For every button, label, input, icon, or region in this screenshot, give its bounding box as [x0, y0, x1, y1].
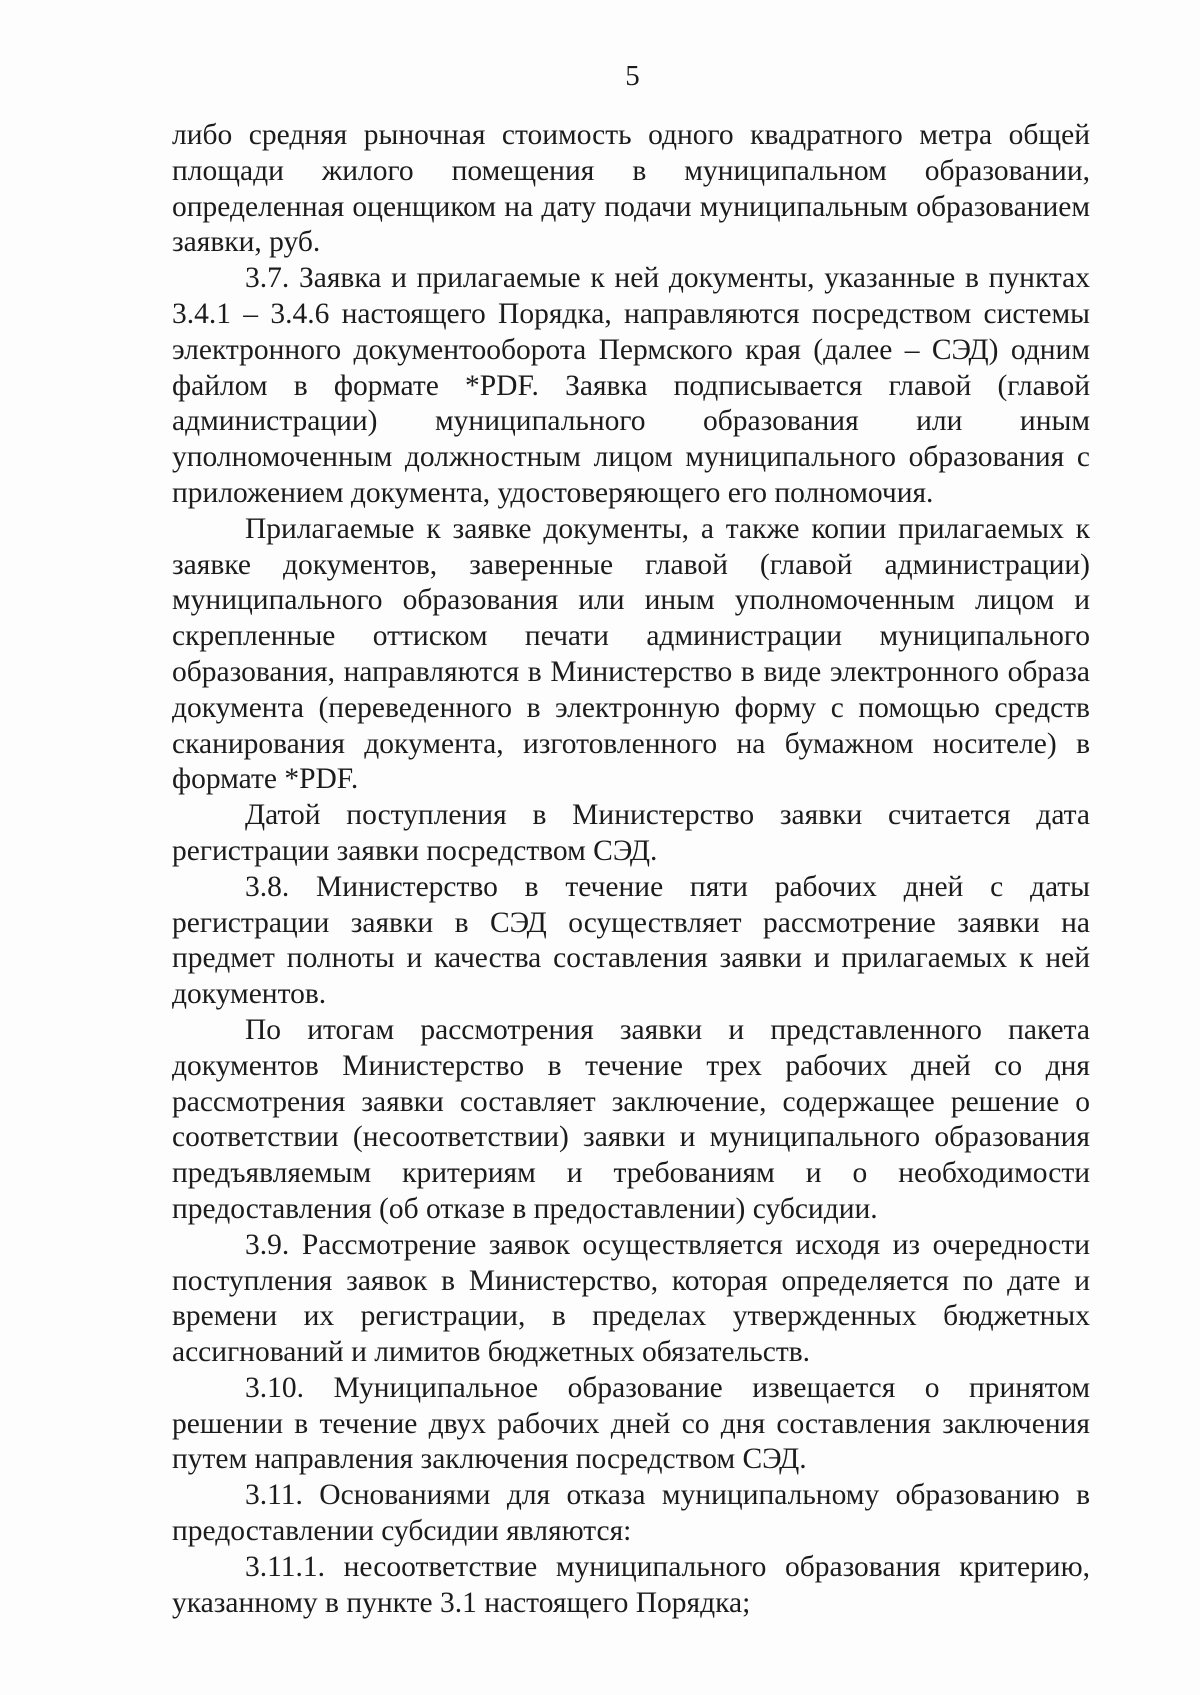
- paragraph-3-8: 3.8. Министерство в течение пяти рабочих дней с даты регистрации заявки в СЭД осуществляет рассмотрение заявки на предмет полноты и качества составления заявки и прилагаемых к ней документов.: [172, 870, 1090, 1011]
- paragraph-3-9: 3.9. Рассмотрение заявок осуществляется исходя из очередности поступления заявок в Министерство, которая определяется по дате и времени их регистрации, в пределах утвержденных бюджетных ассигнований и лимитов бюджетных обязательств.: [172, 1228, 1090, 1369]
- paragraph-3-10: 3.10. Муниципальное образование извещается о принятом решении в течение двух рабочих дней со дня составления заключения путем направления заключения посредством СЭД.: [172, 1371, 1090, 1476]
- paragraph-receipt-date: Датой поступления в Министерство заявки считается дата регистрации заявки посредством СЭД.: [172, 799, 1090, 867]
- page-number: 5: [625, 60, 640, 92]
- document-body: [172, 118, 1090, 1621]
- paragraph-continuation: либо средняя рыночная стоимость одного квадратного метра общей площади жилого помещения в муниципальном образовании, определенная оценщиком на дату подачи муниципальным образованием заявки, руб.: [172, 119, 1090, 259]
- paragraph-attached-documents: Прилагаемые к заявке документы, а также копии прилагаемых к заявке документов, заверенные главой (главой администрации) муниципального образования или иным уполномоченным лицом и скрепленные оттиском печати администрации муниципального образования, направляются в Министерство в виде электронного образа документа (переведенного в электронную форму с помощью средств сканирования документа, изготовленного на бумажном носителе) в формате *PDF.: [172, 512, 1090, 796]
- paragraph-3-11: 3.11. Основаниями для отказа муниципальному образованию в предоставлении субсидии являются:: [172, 1479, 1090, 1548]
- paragraph-review-results: По итогам рассмотрения заявки и представленного пакета документов Министерство в течение трех рабочих дней со дня рассмотрения заявки составляет заключение, содержащее решение о соответствии (несоответствии) заявки и муниципального образования предъявляемым критериям и требованиям и о необходимости предоставления (об отказе в предоставлении) субсидии.: [172, 1013, 1090, 1225]
- paragraph-3-11-1: 3.11.1. несоответствие муниципального образования критерию, указанному в пункте 3.1 настоящего Порядка;: [172, 1550, 1090, 1619]
- paragraph-3-7: 3.7. Заявка и прилагаемые к ней документы, указанные в пунктах 3.4.1 – 3.4.6 настоящего Порядка, направляются посредством системы электронного документооборота Пермского края (далее – СЭД) одним файлом в формате *PDF. Заявка подписывается главой (главой администрации) муниципального образования или иным уполномоченным должностным лицом муниципального образования с приложением документа, удостоверяющего его полномочия.: [172, 262, 1090, 509]
